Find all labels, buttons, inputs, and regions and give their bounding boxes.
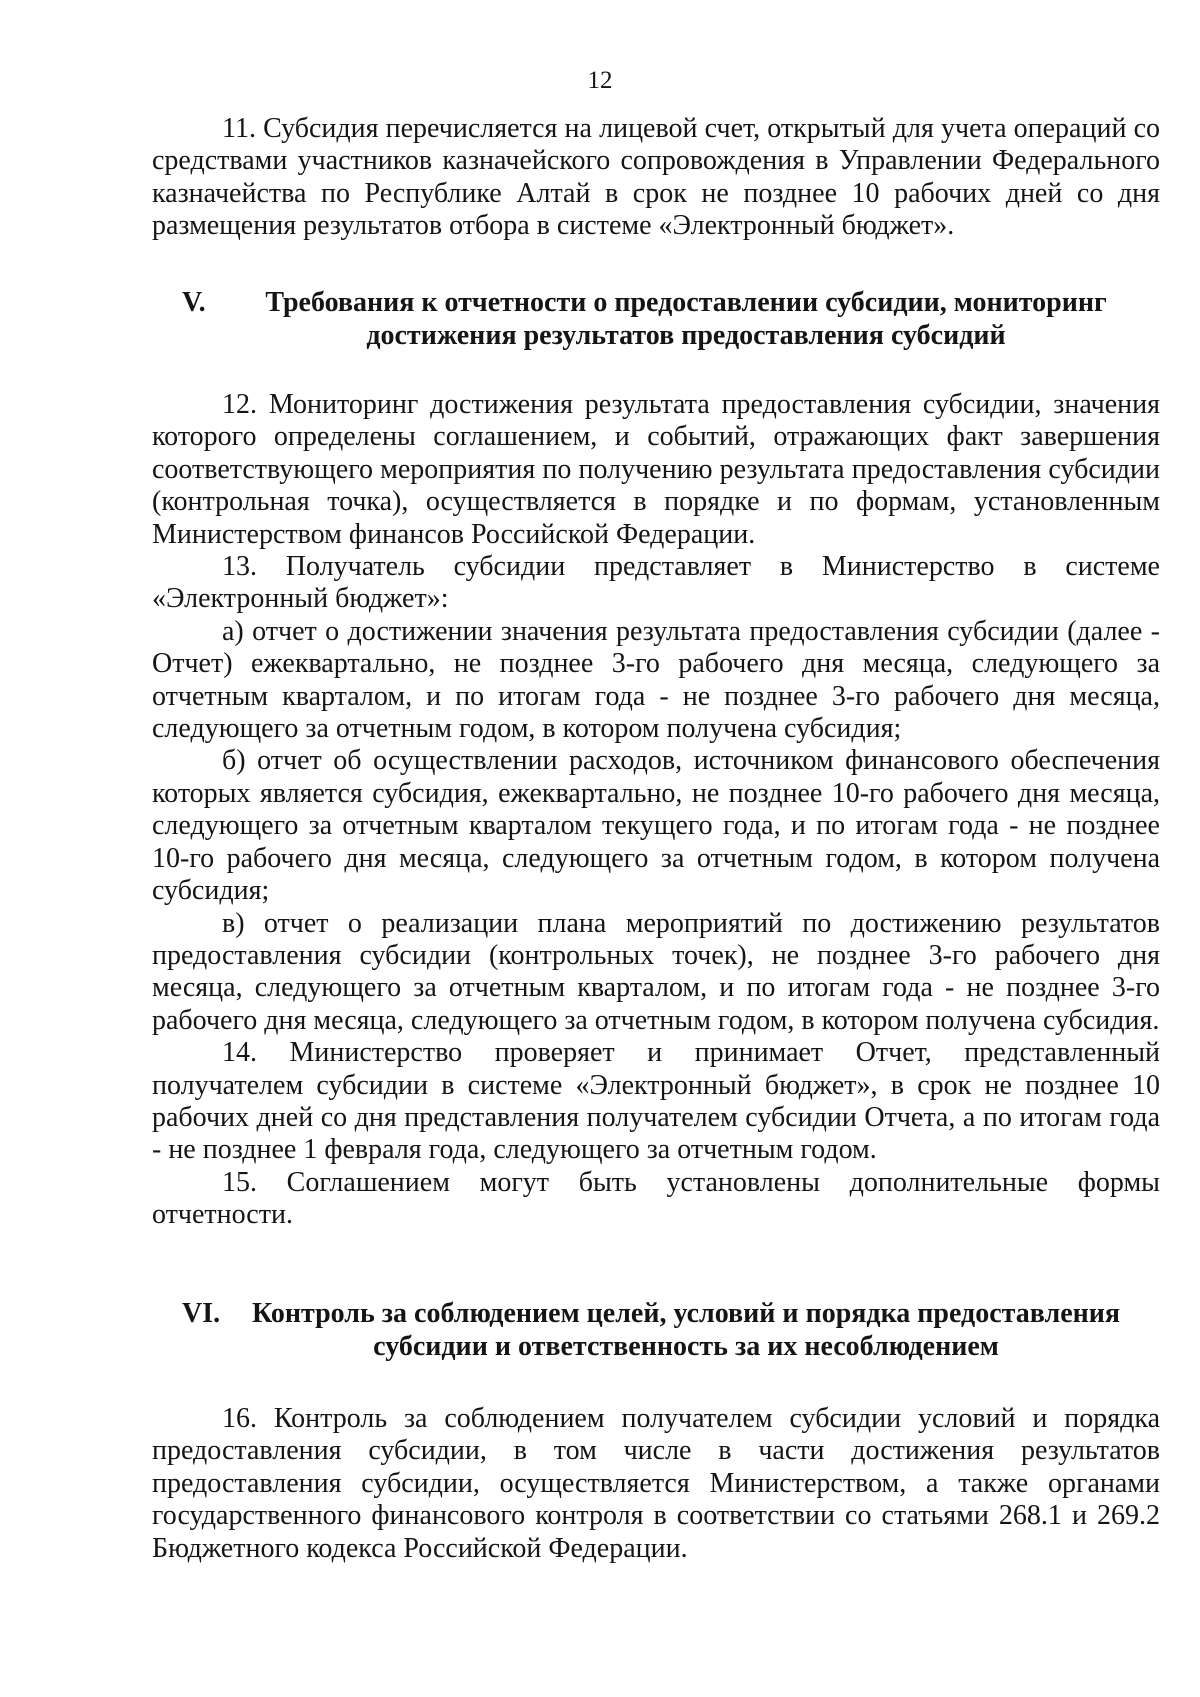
section-title-5-line2: достижения результатов предоставления субсидий [366,320,1006,351]
paragraph-13b: б) отчет об осуществлении расходов, источником финансового обеспечения которых является субсидия, ежеквартально, не позднее 10-го рабочего дня месяца, следующего за отчетным кварталом текущего года, и по итогам года - не позднее 10-го рабочего дня месяца, следующего за отчетным годом, в котором получена субсидия; [152,745,1160,907]
section-5-body [152,389,1160,1232]
paragraph-16: 16. Контроль за соблюдением получателем субсидии условий и порядка предоставления субсидии, в том числе в части достижения результатов предоставления субсидии, осуществляется Министерством, а также органами государственного финансового контроля в соответствии со статьями 268.1 и 269.2 Бюджетного кодекса Российской Федерации. [152,1403,1160,1564]
section-6-body [152,1403,1160,1565]
paragraph-14: 14. Министерство проверяет и принимает Отчет, представленный получателем субсидии в системе «Электронный бюджет», в срок не позднее 10 рабочих дней со дня представления получателем субсидии Отчета, а по итогам года - не позднее 1 февраля года, следующего за отчетным годом. [152,1037,1160,1166]
section-title-6-line2: субсидии и ответственность за их несоблюдением [373,1331,999,1362]
section-heading-5-row [152,286,1160,352]
section-heading-6 [152,1297,1160,1363]
section-title-6-line1: Контроль за соблюдением целей, условий и порядка предоставления [251,1298,1121,1329]
section-heading-5 [152,286,1160,352]
paragraph-block-11 [152,113,1160,243]
paragraph-15: 15. Соглашением могут быть установлены дополнительные формы отчетности. [152,1166,1160,1231]
paragraph-12: 12. Мониторинг достижения результата предоставления субсидии, значения которого определены соглашением, и событий, отражающих факт завершения соответствующего мероприятия по получению результата предоставления субсидии (контрольная точка), осуществляется в порядке и по формам, установленным Министерством финансов Российской Федерации. [152,389,1160,550]
paragraph-11: 11. Субсидия перечисляется на лицевой счет, открытый для учета операций со средствами участников казначейского сопровождения в Управлении Федерального казначейства по Республике Алтай в срок не позднее 10 рабочих дней со дня размещения результатов отбора в системе «Электронный бюджет». [152,113,1160,242]
page-number: 12 [587,67,613,94]
paragraph-13: 13. Получатель субсидии представляет в Министерство в системе «Электронный бюджет»: [152,551,1160,615]
section-heading-6-row [152,1297,1160,1363]
section-number-5: V. [182,287,206,318]
paragraph-13v: в) отчет о реализации плана мероприятий по достижению результатов предоставления субсидии (контрольных точек), не позднее 3-го рабочего дня месяца, следующего за отчетным кварталом, и по итогам года - не позднее 3-го рабочего дня месяца, следующего за отчетным годом, в котором получена субсидия. [152,907,1160,1036]
section-number-6: VI. [182,1298,221,1329]
section-title-5-line1: Требования к отчетности о предоставлении субсидии, мониторинг [265,287,1107,318]
paragraph-13a: а) отчет о достижении значения результата предоставления субсидии (далее - Отчет) ежеквартально, не позднее 3-го рабочего дня месяца, следующего за отчетным кварталом, и по итогам года - не позднее 3-го рабочего дня месяца, следующего за отчетным годом, в котором получена субсидия; [152,615,1160,745]
